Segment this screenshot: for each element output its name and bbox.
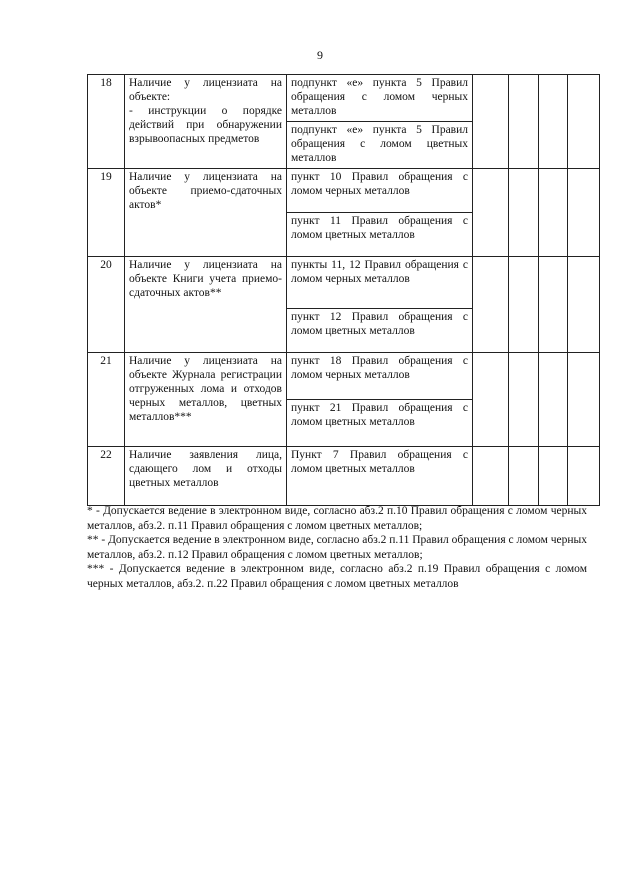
row-number: 18 bbox=[88, 75, 125, 169]
row-number: 21 bbox=[88, 353, 125, 447]
row-number: 19 bbox=[88, 169, 125, 257]
footnote-1: * - Допускается ведение в электронном виде, согласно абз.2 п.10 Правил обращения с ломом черных металлов, абз.2. п.11 Правил обращения с ломом цветных металлов; bbox=[87, 505, 587, 532]
empty-check-cell bbox=[539, 75, 568, 169]
regulation-reference: Пункт 7 Правил обращения с ломом цветных металлов bbox=[287, 447, 473, 506]
empty-check-cell bbox=[473, 353, 509, 447]
empty-check-cell bbox=[568, 447, 600, 506]
empty-check-cell bbox=[539, 257, 568, 353]
footnotes bbox=[87, 504, 587, 591]
regulation-reference: пункт 21 Правил обращения с ломом цветных металлов bbox=[287, 400, 473, 447]
empty-check-cell bbox=[509, 169, 539, 257]
regulation-reference: пункт 11 Правил обращения с ломом цветных металлов bbox=[287, 213, 473, 257]
table-row bbox=[88, 75, 600, 122]
empty-check-cell bbox=[509, 447, 539, 506]
empty-check-cell bbox=[473, 447, 509, 506]
regulation-reference: пункт 18 Правил обращения с ломом черных металлов bbox=[287, 353, 473, 400]
table-row bbox=[88, 353, 600, 400]
requirement-cell: Наличие у лицензиата на объекте приемо-сдаточных актов* bbox=[125, 169, 287, 257]
checklist-table bbox=[87, 74, 600, 506]
empty-check-cell bbox=[568, 353, 600, 447]
regulation-reference: подпункт «е» пункта 5 Правил обращения с ломом цветных металлов bbox=[287, 122, 473, 169]
requirement-cell: Наличие у лицензиата на объекте Книги учета приемо-сдаточных актов** bbox=[125, 257, 287, 353]
empty-check-cell bbox=[568, 257, 600, 353]
regulation-reference: подпункт «е» пункта 5 Правил обращения с ломом черных металлов bbox=[287, 75, 473, 122]
table-row bbox=[88, 447, 600, 506]
empty-check-cell bbox=[539, 447, 568, 506]
empty-check-cell bbox=[509, 75, 539, 169]
requirement-cell: Наличие у лицензиата на объекте: - инструкции о порядке действий при обнаружении взрывоопасных предметов bbox=[125, 75, 287, 169]
empty-check-cell bbox=[473, 257, 509, 353]
empty-check-cell bbox=[473, 169, 509, 257]
requirement-cell: Наличие у лицензиата на объекте Журнала регистрации отгруженных лома и отходов черных металлов, цветных металлов*** bbox=[125, 353, 287, 447]
empty-check-cell bbox=[568, 75, 600, 169]
footnote-3: *** - Допускается ведение в электронном виде, согласно абз.2 п.19 Правил обращения с ломом черных металлов, абз.2. п.22 Правил обращения с ломом цветных металлов bbox=[87, 563, 587, 590]
empty-check-cell bbox=[509, 257, 539, 353]
empty-check-cell bbox=[539, 353, 568, 447]
empty-check-cell bbox=[568, 169, 600, 257]
empty-check-cell bbox=[539, 169, 568, 257]
row-number: 20 bbox=[88, 257, 125, 353]
regulation-reference: пункт 12 Правил обращения с ломом цветных металлов bbox=[287, 309, 473, 353]
empty-check-cell bbox=[509, 353, 539, 447]
table-row bbox=[88, 257, 600, 309]
page-number: 9 bbox=[317, 48, 323, 62]
regulation-reference: пункты 11, 12 Правил обращения с ломом черных металлов bbox=[287, 257, 473, 309]
regulation-reference: пункт 10 Правил обращения с ломом черных металлов bbox=[287, 169, 473, 213]
requirement-cell: Наличие заявления лица, сдающего лом и отходы цветных металлов bbox=[125, 447, 287, 506]
empty-check-cell bbox=[473, 75, 509, 169]
footnote-2: ** - Допускается ведение в электронном виде, согласно абз.2 п.11 Правил обращения с ломом черных металлов, абз.2. п.12 Правил обращения с ломом цветных металлов; bbox=[87, 534, 587, 561]
table-row bbox=[88, 169, 600, 213]
row-number: 22 bbox=[88, 447, 125, 506]
